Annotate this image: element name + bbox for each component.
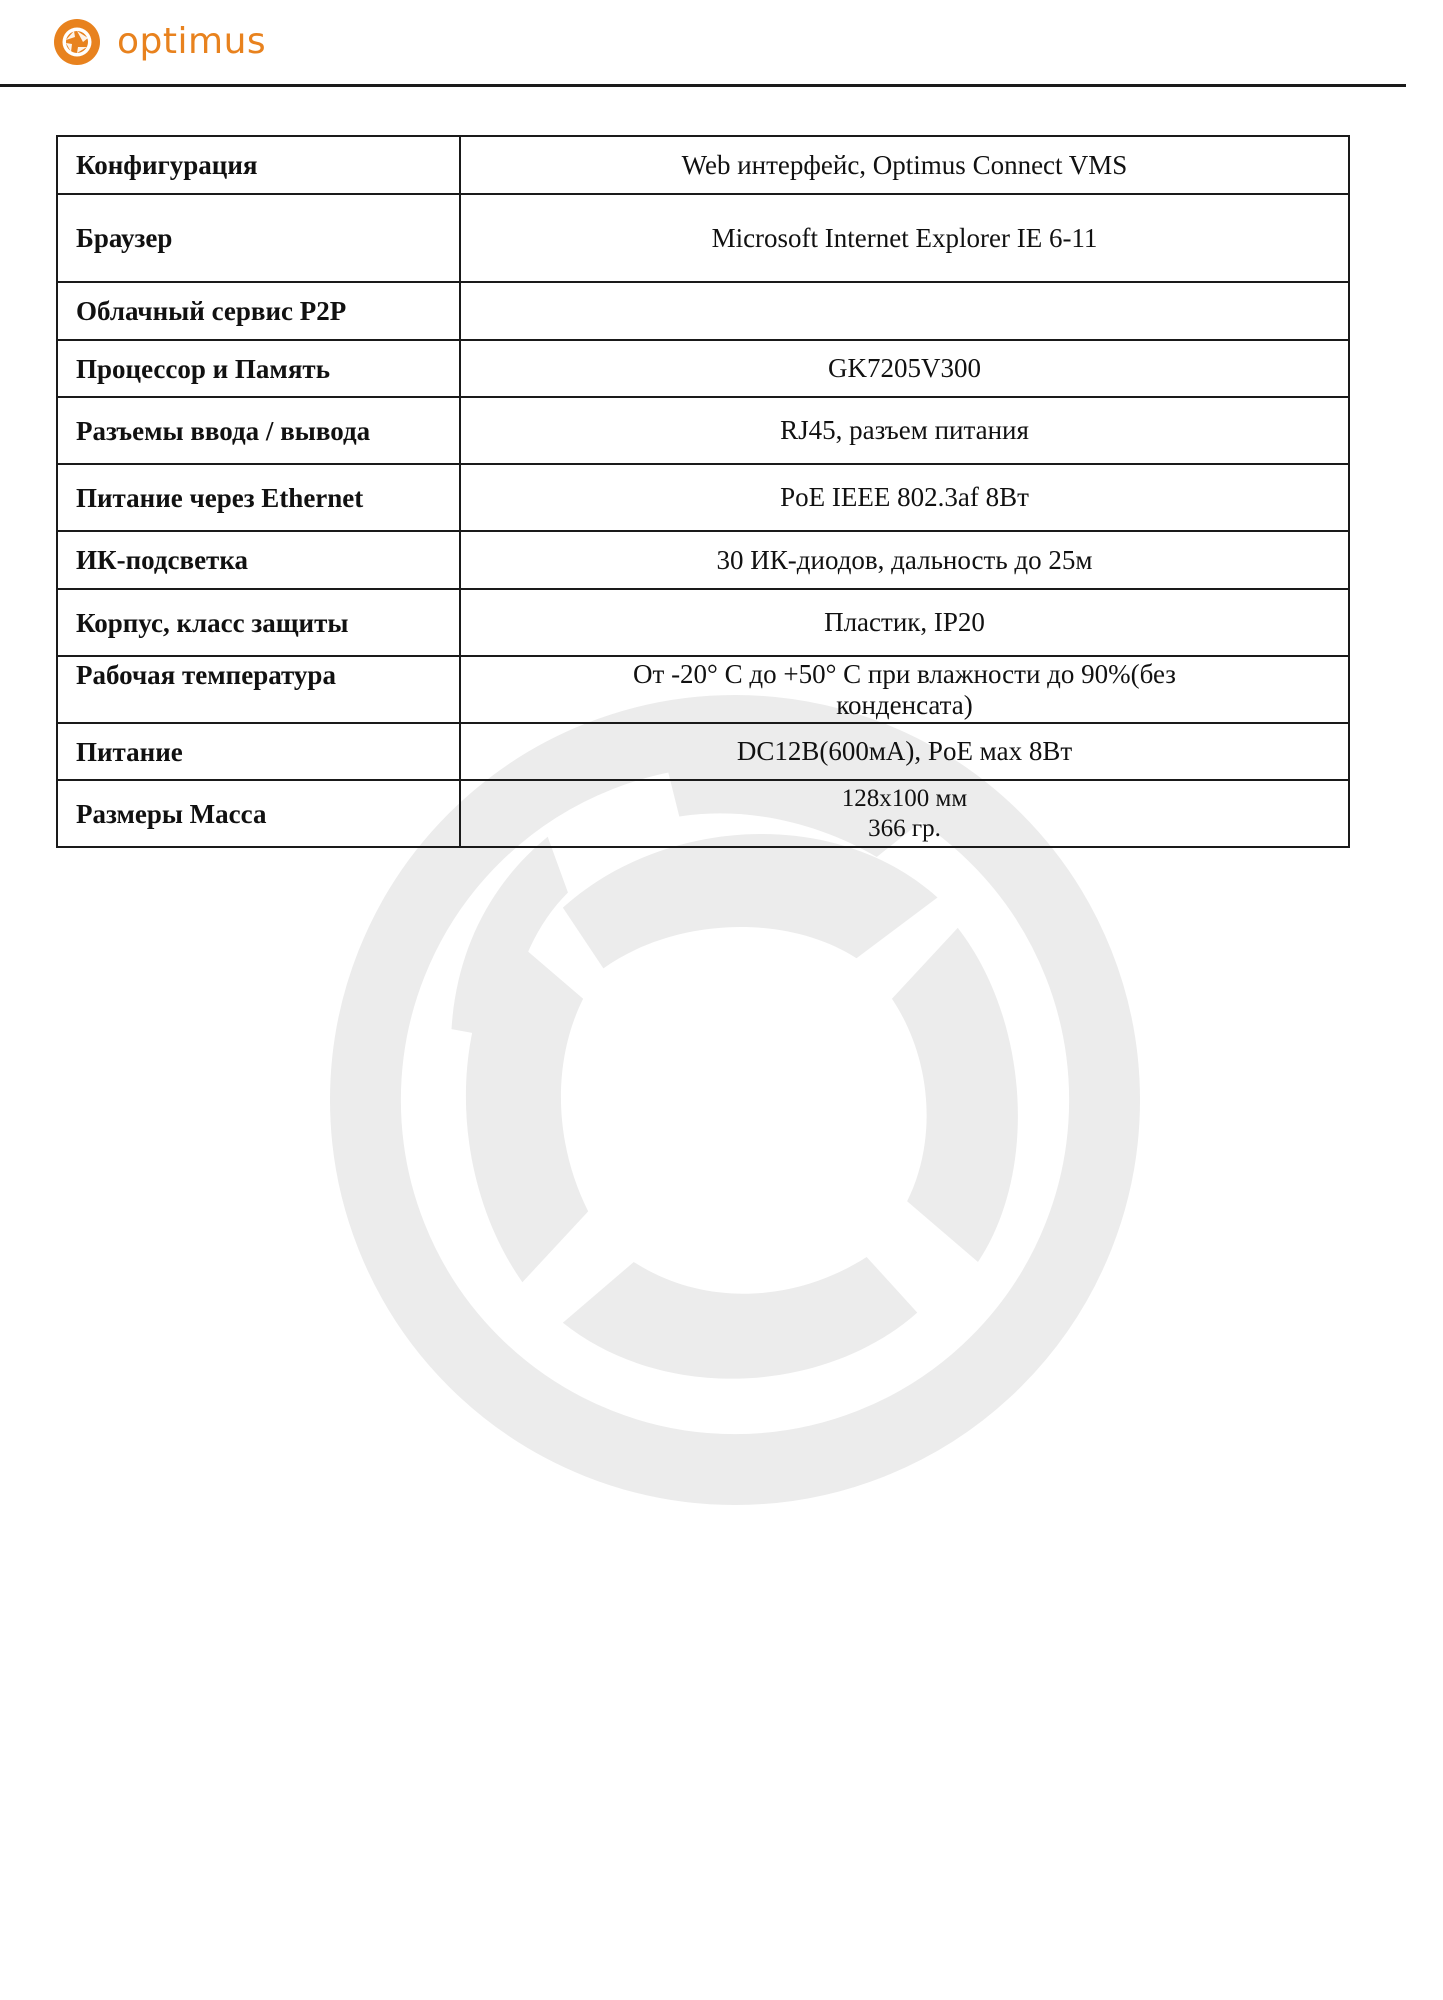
- specifications-table: [56, 135, 1350, 848]
- spec-value-line: PoE IEEE 802.3af 8Вт: [780, 482, 1029, 512]
- spec-value: [460, 656, 1349, 723]
- spec-label: Рабочая температура: [57, 656, 460, 723]
- spec-value-line: 128х100 мм: [841, 784, 968, 812]
- spec-label: Процессор и Память: [57, 340, 460, 397]
- spec-label: Конфигурация: [57, 136, 460, 194]
- spec-value: [460, 531, 1349, 589]
- spec-value-line: Пластик, IP20: [824, 607, 985, 637]
- header-divider: [0, 84, 1406, 87]
- table-row: [57, 340, 1349, 397]
- spec-value-line: конденсата): [836, 689, 973, 720]
- table-row: [57, 656, 1349, 723]
- spec-label: Корпус, класс защиты: [57, 589, 460, 656]
- spec-label: Питание через Ethernet: [57, 464, 460, 531]
- spec-value-line: DC12В(600мА), PoE мах 8Вт: [736, 736, 1073, 766]
- spec-value-line: От -20° С до +50° С при влажности до 90%(без: [633, 658, 1176, 689]
- table-row: [57, 282, 1349, 340]
- spec-value: [460, 589, 1349, 656]
- spec-value: [460, 397, 1349, 464]
- table-row: [57, 723, 1349, 780]
- spec-label: Питание: [57, 723, 460, 780]
- table-row: [57, 780, 1349, 847]
- table-row: [57, 194, 1349, 282]
- table-row: [57, 136, 1349, 194]
- table-row: [57, 464, 1349, 531]
- spec-value: [460, 723, 1349, 780]
- spec-label: Разъемы ввода / вывода: [57, 397, 460, 464]
- spec-value: [460, 340, 1349, 397]
- brand-logo: [52, 17, 266, 67]
- spec-value: [460, 282, 1349, 340]
- spec-value: [460, 780, 1349, 847]
- page-header: [0, 0, 1443, 90]
- spec-value-line: Web интерфейс, Optimus Connect VMS: [681, 149, 1128, 180]
- table-row: [57, 531, 1349, 589]
- spec-value-line: 366 гр.: [868, 814, 941, 842]
- spec-value: [460, 194, 1349, 282]
- table-row: [57, 589, 1349, 656]
- spec-value-line: 30 ИК-диодов, дальность до 25м: [716, 544, 1093, 575]
- aperture-logo-icon: [52, 17, 102, 67]
- table-row: [57, 397, 1349, 464]
- spec-label: Размеры Масса: [57, 780, 460, 847]
- spec-value: [460, 464, 1349, 531]
- spec-label: Браузер: [57, 194, 460, 282]
- spec-value-line: RJ45, разъем питания: [780, 415, 1029, 445]
- spec-value: [460, 136, 1349, 194]
- spec-value-line: GK7205V300: [828, 353, 981, 383]
- spec-label: ИК-подсветка: [57, 531, 460, 589]
- spec-value-line: Microsoft Internet Explorer IE 6-11: [711, 222, 1098, 253]
- spec-label: Облачный сервис P2P: [57, 282, 460, 340]
- brand-name: optimus: [117, 21, 267, 62]
